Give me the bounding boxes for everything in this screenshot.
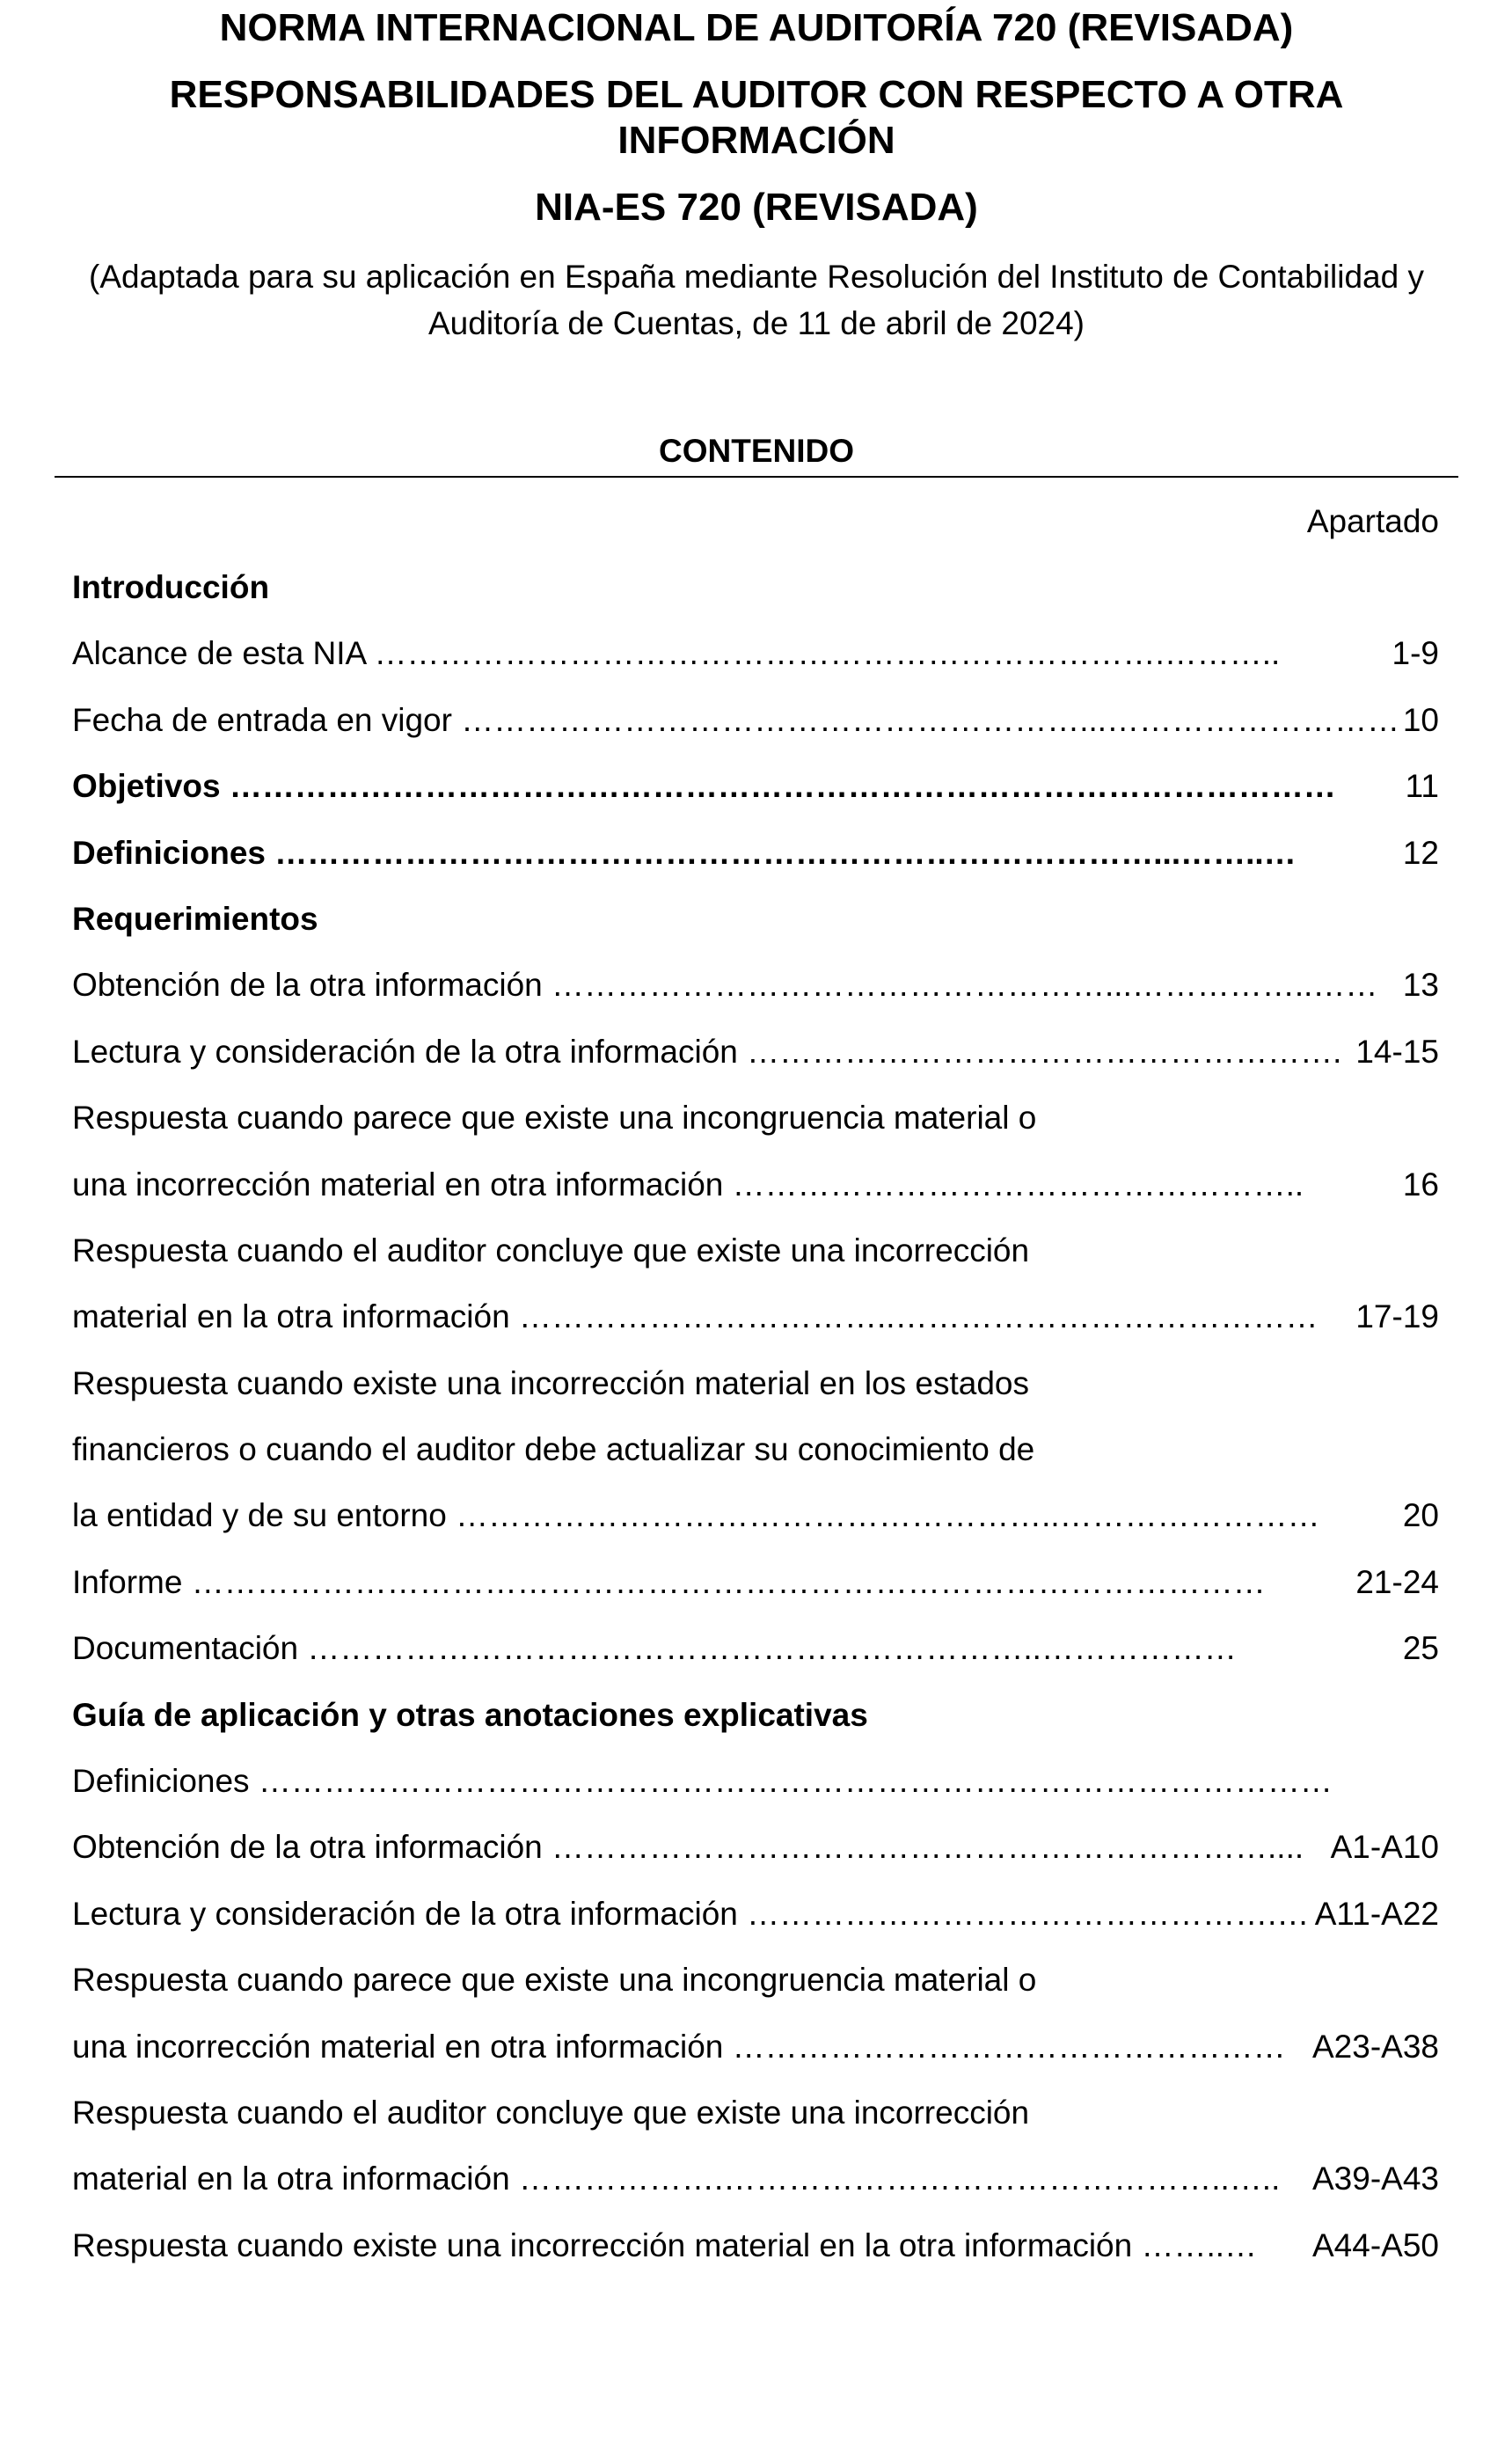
toc-section-reference: A39-A43 bbox=[1312, 2161, 1439, 2197]
toc-row bbox=[72, 1960, 1439, 2026]
toc-row bbox=[72, 2027, 1439, 2093]
toc-entry-text: financieros o cuando el auditor debe actualizar su conocimiento de bbox=[72, 1431, 1035, 1468]
toc-entry-label bbox=[72, 2093, 1029, 2133]
toc-section-reference: 1-9 bbox=[1391, 635, 1439, 672]
toc-section-reference: 10 bbox=[1402, 701, 1439, 738]
toc-entry-label bbox=[72, 965, 1377, 1005]
toc-entry-text: Respuesta cuando el auditor concluye que existe una incorrección bbox=[72, 2094, 1030, 2131]
adaptation-note-line-2: Auditoría de Cuentas, de 11 de abril de 2024) bbox=[428, 305, 1085, 341]
toc-entry-label bbox=[72, 1297, 1318, 1337]
toc-row bbox=[72, 766, 1439, 832]
toc-entry-label bbox=[72, 2027, 1286, 2067]
toc-entry-label bbox=[72, 2226, 1257, 2266]
toc-entry-text: Lectura y consideración de la otra información bbox=[72, 1033, 738, 1070]
toc-entry-label bbox=[72, 1495, 1320, 1536]
toc-entry-label bbox=[72, 1761, 1333, 1802]
toc-section-reference: 20 bbox=[1402, 1497, 1439, 1534]
toc-section-reference: A23-A38 bbox=[1312, 2028, 1439, 2065]
toc-entry-text: Documentación bbox=[72, 1630, 299, 1667]
toc-leader-dots: …………………………………………….. bbox=[732, 1166, 1304, 1203]
toc-row bbox=[72, 633, 1439, 699]
toc-leader-dots: …………………………………………………………..……………… bbox=[307, 1630, 1237, 1667]
toc-leader-dots: …………………………………………………...……………………… bbox=[461, 701, 1400, 738]
toc-leader-dots: ………………………………………………………………………...……..… bbox=[274, 834, 1297, 871]
toc-row bbox=[72, 1032, 1439, 1098]
toc-entry-label bbox=[72, 633, 1280, 674]
toc-row bbox=[72, 2093, 1439, 2159]
toc-section-reference: 17-19 bbox=[1355, 1298, 1439, 1335]
toc-entry-label bbox=[72, 1827, 1304, 1868]
toc-row bbox=[72, 700, 1439, 766]
toc-entry-text: Obtención de la otra información bbox=[72, 967, 543, 1004]
toc-row bbox=[72, 1827, 1439, 1893]
toc-row bbox=[72, 1165, 1439, 1231]
toc-section-reference: 16 bbox=[1402, 1166, 1439, 1203]
toc-entry-text: Definiciones bbox=[72, 834, 266, 871]
toc-leader-dots: ………………………………………………………………………………………… bbox=[229, 768, 1336, 805]
toc-entry-text: Obtención de la otra información bbox=[72, 1829, 543, 1866]
document-subtitle-line-b: INFORMACIÓN bbox=[617, 119, 895, 162]
toc-entry-label bbox=[72, 1894, 1309, 1934]
toc-entry-text: Introducción bbox=[72, 569, 270, 605]
toc-leader-dots: ………………………………………………. bbox=[747, 1033, 1342, 1070]
toc-entry-label bbox=[72, 567, 269, 608]
toc-entry-text: Respuesta cuando el auditor concluye que existe una incorrección bbox=[72, 1232, 1030, 1269]
toc-leader-dots: ……………………………………………...……………..…… bbox=[551, 967, 1378, 1004]
toc-row bbox=[72, 1628, 1439, 1694]
toc-entry-text: material en la otra información bbox=[72, 2161, 510, 2197]
toc-section-reference: A11-A22 bbox=[1314, 1895, 1439, 1932]
toc-leader-dots: ……………………………………………………………….……….. bbox=[374, 635, 1281, 672]
toc-entry-text: Respuesta cuando parece que existe una incongruencia material o bbox=[72, 1100, 1037, 1137]
toc-row bbox=[72, 567, 1439, 633]
document-subtitle-line-a: RESPONSABILIDADES DEL AUDITOR CON RESPECTO A OTRA bbox=[169, 73, 1344, 116]
toc-section-reference: A1-A10 bbox=[1330, 1829, 1439, 1866]
toc-entry-label bbox=[72, 1231, 1029, 1271]
toc-entry-text: una incorrección material en otra información bbox=[72, 1166, 724, 1203]
toc-entry-text: una incorrección material en otra información bbox=[72, 2028, 724, 2065]
document-subtitle bbox=[53, 72, 1460, 164]
section-column-label: Apartado bbox=[1306, 503, 1439, 539]
toc-row bbox=[72, 1297, 1439, 1363]
toc-entry-label bbox=[72, 833, 1297, 874]
toc-leader-dots: ………………………………………….… bbox=[747, 1895, 1310, 1932]
toc-section-reference: 11 bbox=[1405, 768, 1439, 805]
toc-leader-dots: ……..… bbox=[1141, 2226, 1258, 2263]
toc-row bbox=[72, 1364, 1439, 1429]
standard-code: NIA-ES 720 (REVISADA) bbox=[535, 186, 978, 229]
toc-row bbox=[72, 1761, 1439, 1827]
toc-entry-label bbox=[72, 1628, 1237, 1669]
toc-entry-text: Objetivos bbox=[72, 768, 221, 805]
toc-entry-label bbox=[72, 1165, 1304, 1205]
toc-section-reference: 13 bbox=[1402, 967, 1439, 1004]
toc-leader-dots: ……………………………………………………………………………………… bbox=[191, 1563, 1266, 1600]
toc-leader-dots: ……………………………………………………………………………………… bbox=[258, 1763, 1333, 1800]
toc-entry-label bbox=[72, 2159, 1280, 2199]
table-of-contents bbox=[72, 567, 1439, 2292]
toc-entry-label bbox=[72, 1098, 1036, 1138]
toc-section-reference: 14-15 bbox=[1355, 1033, 1439, 1070]
toc-row bbox=[72, 1429, 1439, 1495]
toc-entry-text: material en la otra información bbox=[72, 1298, 510, 1335]
toc-entry-text: la entidad y de su entorno bbox=[72, 1497, 447, 1534]
toc-section-reference: 25 bbox=[1402, 1630, 1439, 1667]
toc-entry-text: Lectura y consideración de la otra información bbox=[72, 1895, 738, 1932]
contents-heading: CONTENIDO bbox=[659, 433, 854, 469]
toc-leader-dots: ………………………………………………..…………………… bbox=[456, 1497, 1320, 1534]
toc-entry-text: Informe bbox=[72, 1563, 183, 1600]
toc-row bbox=[72, 1098, 1439, 1164]
toc-entry-text: Definiciones bbox=[72, 1763, 250, 1800]
toc-row bbox=[72, 965, 1439, 1031]
toc-entry-label bbox=[72, 1562, 1266, 1603]
toc-entry-text: Fecha de entrada en vigor bbox=[72, 701, 452, 738]
toc-row bbox=[72, 1231, 1439, 1297]
toc-row bbox=[72, 899, 1439, 965]
toc-section-reference: 12 bbox=[1402, 834, 1439, 871]
adaptation-note bbox=[53, 253, 1460, 347]
toc-entry-text: Respuesta cuando existe una incorrección material en la otra información bbox=[72, 2226, 1133, 2263]
toc-row bbox=[72, 1894, 1439, 1960]
toc-leader-dots: ……………….………………………………………..….. bbox=[518, 2161, 1281, 2197]
toc-entry-label bbox=[72, 766, 1336, 807]
toc-section-reference: A44-A50 bbox=[1312, 2226, 1439, 2263]
heading-divider bbox=[55, 476, 1458, 478]
toc-entry-label bbox=[72, 899, 318, 940]
toc-row bbox=[72, 2226, 1439, 2292]
toc-row bbox=[72, 2159, 1439, 2225]
toc-entry-label bbox=[72, 700, 1399, 741]
toc-leader-dots: ……………………………..………………………………… bbox=[518, 1298, 1318, 1335]
toc-entry-label bbox=[72, 1032, 1341, 1072]
toc-entry-label bbox=[72, 1695, 868, 1736]
toc-entry-label bbox=[72, 1960, 1036, 2000]
toc-entry-text: Respuesta cuando existe una incorrección material en los estados bbox=[72, 1364, 1030, 1401]
toc-row bbox=[72, 1562, 1439, 1628]
toc-entry-text: Guía de aplicación y otras anotaciones explicativas bbox=[72, 1696, 868, 1733]
toc-leader-dots: ………………………………………………………….... bbox=[551, 1829, 1304, 1866]
toc-entry-label bbox=[72, 1364, 1029, 1404]
document-title: NORMA INTERNACIONAL DE AUDITORÍA 720 (REVISADA) bbox=[219, 6, 1294, 49]
toc-section-reference: 21-24 bbox=[1355, 1563, 1439, 1600]
adaptation-note-line-1: (Adaptada para su aplicación en España mediante Resolución del Instituto de Contabilidad y bbox=[89, 259, 1424, 295]
toc-row bbox=[72, 1495, 1439, 1561]
toc-row bbox=[72, 833, 1439, 899]
toc-row bbox=[72, 1695, 1439, 1761]
toc-entry-text: Alcance de esta NIA bbox=[72, 635, 366, 672]
toc-leader-dots: …………………………………………… bbox=[732, 2028, 1286, 2065]
toc-entry-label bbox=[72, 1429, 1034, 1470]
toc-entry-text: Respuesta cuando parece que existe una incongruencia material o bbox=[72, 1962, 1037, 1999]
toc-entry-text: Requerimientos bbox=[72, 900, 318, 937]
